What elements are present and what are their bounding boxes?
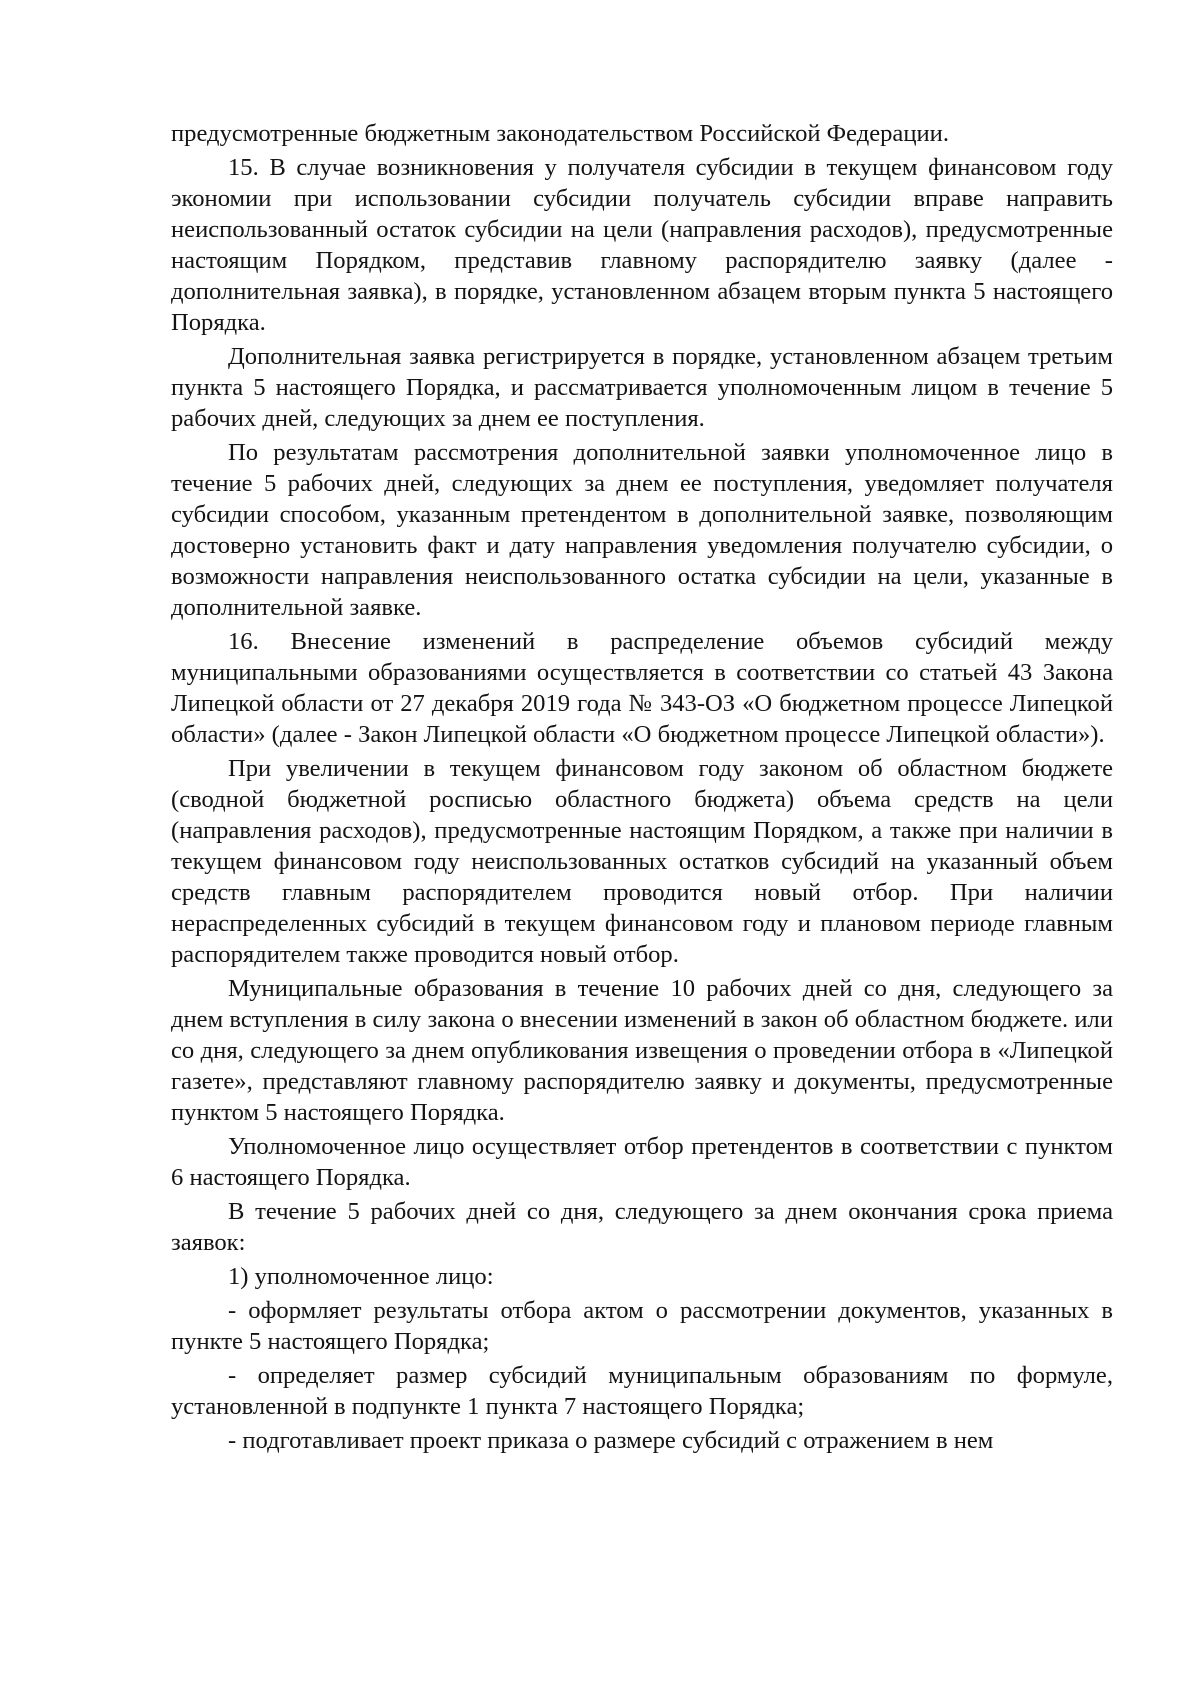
list-item: 1) уполномоченное лицо: [228, 1263, 494, 1290]
paragraph: По результатам рассмотрения дополнительной заявки уполномоченное лицо в течение 5 рабочих дней, следующих за днем ее поступления, уведомляет получателя субсидии способом, указанным претендентом в дополнительной заявке, позволяющим достоверно установить факт и дату направления уведомления получателю субсидии, о возможности направления неиспользованного остатка субсидии на цели, указанные в дополнительной заявке. [171, 439, 1113, 621]
paragraph: Муниципальные образования в течение 10 рабочих дней со дня, следующего за днем вступления в силу закона о внесении изменений в закон об областном бюджете. или со дня, следующего за днем опубликования извещения о проведении отбора в «Липецкой газете», представляют главному распорядителю заявку и документы, предусмотренные пунктом 5 настоящего Порядка. [171, 975, 1113, 1126]
paragraph-item-16: 16. Внесение изменений в распределение объемов субсидий между муниципальными образованиями осуществляется в соответствии со статьей 43 Закона Липецкой области от 27 декабря 2019 года № 343-ОЗ «О бюджетном процессе Липецкой области» (далее - Закон Липецкой области «О бюджетном процессе Липецкой области»). [171, 628, 1113, 748]
list-item: - оформляет результаты отбора актом о рассмотрении документов, указанных в пункте 5 настоящего Порядка; [171, 1297, 1113, 1355]
list-item: - подготавливает проект приказа о размере субсидий с отражением в нем [228, 1427, 994, 1454]
paragraph: предусмотренные бюджетным законодательством Российской Федерации. [171, 120, 949, 147]
paragraph-item-15: 15. В случае возникновения у получателя субсидии в текущем финансовом году экономии при использовании субсидии получатель субсидии вправе направить неиспользованный остаток субсидии на цели (направления расходов), предусмотренные настоящим Порядком, представив главному распорядителю заявку (далее - дополнительная заявка), в порядке, установленном абзацем вторым пункта 5 настоящего Порядка. [171, 154, 1113, 336]
paragraph: Дополнительная заявка регистрируется в порядке, установленном абзацем третьим пункта 5 настоящего Порядка, и рассматривается уполномоченным лицом в течение 5 рабочих дней, следующих за днем ее поступления. [171, 343, 1113, 432]
paragraph: При увеличении в текущем финансовом году законом об областном бюджете (сводной бюджетной росписью областного бюджета) объема средств на цели (направления расходов), предусмотренные настоящим Порядком, а также при наличии в текущем финансовом году неиспользованных остатков субсидий на указанный объем средств главным распорядителем проводится новый отбор. При наличии нераспределенных субсидий в текущем финансовом году и плановом периоде главным распорядителем также проводится новый отбор. [171, 755, 1113, 968]
paragraph: Уполномоченное лицо осуществляет отбор претендентов в соответствии с пунктом 6 настоящего Порядка. [171, 1133, 1113, 1191]
list-item: - определяет размер субсидий муниципальным образованиям по формуле, установленной в подпункте 1 пункта 7 настоящего Порядка; [171, 1362, 1113, 1420]
paragraph: В течение 5 рабочих дней со дня, следующего за днем окончания срока приема заявок: [171, 1198, 1113, 1256]
